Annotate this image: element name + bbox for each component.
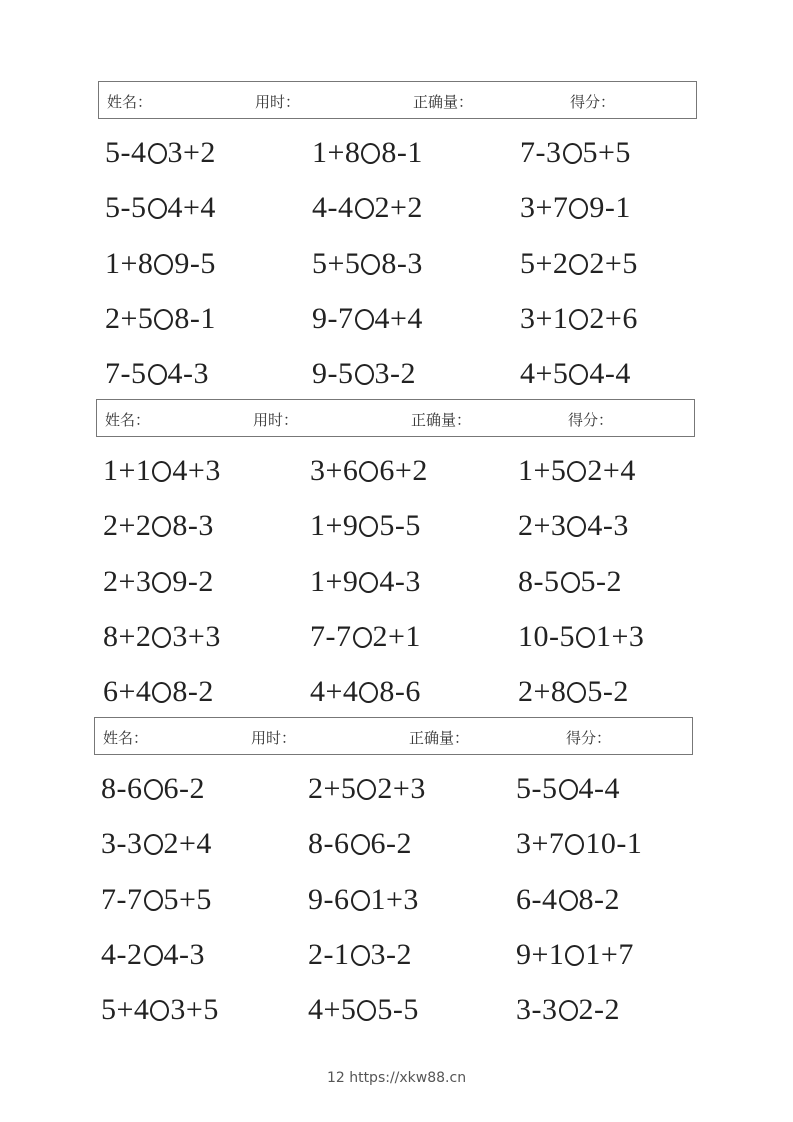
problem-row [96,451,696,491]
right-expression: 2+4 [587,454,636,487]
comparison-circle[interactable] [150,1000,169,1021]
left-expression: 3-3 [516,993,558,1027]
comparison-circle[interactable] [359,516,378,537]
right-expression: 2+6 [589,301,638,335]
right-expression: 5+5 [582,136,631,169]
right-expression: 6+2 [379,454,428,487]
comparison-circle[interactable] [144,834,163,855]
comparison-problem [101,769,205,809]
left-expression: 5+4 [101,993,150,1027]
comparison-problem [308,769,426,809]
left-expression: 2+8 [518,675,567,709]
comparison-circle[interactable] [351,834,370,855]
comparison-circle[interactable] [569,198,588,219]
left-expression: 4+4 [310,675,359,709]
comparison-problem [516,824,642,864]
info-header-box [98,81,697,119]
right-expression: 3+5 [170,993,219,1027]
left-expression: 1+1 [103,454,152,487]
comparison-problem [103,451,221,491]
left-expression: 6+4 [103,675,152,709]
comparison-problem [520,299,638,339]
right-expression: 5-2 [587,675,629,709]
left-expression: 8-5 [518,564,560,598]
left-expression: 4-4 [312,191,354,225]
left-expression: 4-2 [101,937,143,971]
problem-row [98,354,698,394]
right-expression: 5+5 [163,882,212,916]
problem-row [98,133,698,173]
comparison-circle[interactable] [152,627,171,648]
left-expression: 2-1 [308,937,350,971]
comparison-problem [312,299,423,339]
right-expression: 8-3 [381,246,423,280]
right-expression: 3-2 [370,937,412,971]
right-expression: 2+5 [589,246,638,280]
right-expression: 8-6 [379,675,421,709]
comparison-problem [312,133,423,173]
comparison-problem [518,672,629,712]
left-expression: 3+7 [520,191,569,225]
left-expression: 7-7 [101,882,143,916]
comparison-problem [312,244,423,284]
left-expression: 3+7 [516,827,565,861]
right-expression: 9-5 [174,246,216,280]
left-expression: 1+9 [310,564,359,598]
right-expression: 8-1 [381,136,423,169]
comparison-circle[interactable] [567,516,586,537]
right-expression: 2+2 [374,191,423,225]
left-expression: 1+9 [310,509,359,543]
left-expression: 4+5 [520,357,569,391]
problem-row [98,299,698,339]
comparison-problem [308,935,412,975]
comparison-circle[interactable] [144,890,163,911]
comparison-problem [518,562,622,602]
comparison-circle[interactable] [148,143,167,164]
comparison-circle[interactable] [576,627,595,648]
comparison-circle[interactable] [569,364,588,385]
page-footer: 12 https://xkw88.cn [326,1070,467,1086]
comparison-problem [310,617,421,657]
comparison-circle[interactable] [359,461,378,482]
comparison-circle[interactable] [569,309,588,330]
right-expression: 5-2 [580,564,622,598]
left-expression: 5-4 [105,136,147,169]
right-expression: 4+4 [167,191,216,225]
comparison-circle[interactable] [561,572,580,593]
left-expression: 2+5 [308,772,357,805]
left-expression: 6-4 [516,882,558,916]
left-expression: 9-6 [308,882,350,916]
comparison-circle[interactable] [355,198,374,219]
left-expression: 2+3 [103,564,152,598]
comparison-circle[interactable] [148,198,167,219]
right-expression: 1+3 [370,882,419,916]
problem-row [94,769,694,809]
label-score: 得分： [570,93,616,111]
comparison-circle[interactable] [144,945,163,966]
comparison-circle[interactable] [559,779,578,800]
info-header-box [96,399,695,437]
label-correct: 正确量： [411,411,472,429]
comparison-problem [516,880,620,920]
comparison-problem [516,935,634,975]
comparison-circle[interactable] [361,254,380,275]
comparison-circle[interactable] [152,516,171,537]
right-expression: 4+3 [172,454,221,487]
comparison-problem [103,672,214,712]
right-expression: 9-1 [589,191,631,225]
label-time: 用时： [255,93,301,111]
comparison-problem [105,244,216,284]
comparison-circle[interactable] [357,779,376,800]
comparison-circle[interactable] [559,1000,578,1021]
problem-row [96,562,696,602]
comparison-problem [105,133,216,173]
left-expression: 2+3 [518,509,567,543]
left-expression: 5-5 [516,772,558,805]
comparison-problem [103,506,214,546]
comparison-problem [516,769,620,809]
comparison-circle[interactable] [351,945,370,966]
right-expression: 8-3 [172,509,214,543]
right-expression: 8-2 [172,675,214,709]
comparison-problem [518,617,644,657]
comparison-circle[interactable] [355,309,374,330]
comparison-problem [520,244,638,284]
comparison-problem [310,672,421,712]
right-expression: 6-2 [370,827,412,861]
comparison-circle[interactable] [567,461,586,482]
comparison-circle[interactable] [559,890,578,911]
label-score: 得分： [568,411,614,429]
right-expression: 9-2 [172,564,214,598]
label-name: 姓名： [107,93,153,111]
comparison-circle[interactable] [359,572,378,593]
label-correct: 正确量： [413,93,474,111]
right-expression: 3-2 [374,357,416,391]
label-time: 用时： [251,729,297,747]
left-expression: 9+1 [516,937,565,971]
comparison-circle[interactable] [565,834,584,855]
left-expression: 9-5 [312,357,354,391]
comparison-problem [103,617,221,657]
comparison-problem [101,824,212,864]
right-expression: 4-3 [379,564,421,598]
comparison-problem [520,188,631,228]
left-expression: 3+1 [520,301,569,335]
problem-row [96,672,696,712]
right-expression: 2-2 [578,993,620,1027]
comparison-circle[interactable] [569,254,588,275]
problem-row [94,824,694,864]
left-expression: 3+6 [310,454,359,487]
comparison-circle[interactable] [359,682,378,703]
info-header-box [94,717,693,755]
comparison-problem [312,354,416,394]
right-expression: 4-3 [167,357,209,391]
left-expression: 8-6 [308,827,350,861]
right-expression: 5-5 [377,993,419,1027]
left-expression: 8+2 [103,619,152,653]
comparison-problem [308,824,412,864]
right-expression: 2+1 [372,619,421,653]
right-expression: 2+3 [377,772,426,805]
comparison-problem [101,880,212,920]
left-expression: 5-5 [105,191,147,225]
comparison-problem [308,990,419,1030]
label-name: 姓名： [103,729,149,747]
problem-row [98,244,698,284]
comparison-circle[interactable] [154,254,173,275]
problem-row [98,188,698,228]
right-expression: 8-1 [174,301,216,335]
comparison-circle[interactable] [353,627,372,648]
comparison-circle[interactable] [144,779,163,800]
comparison-problem [520,133,631,173]
comparison-circle[interactable] [357,1000,376,1021]
left-expression: 9-7 [312,301,354,335]
comparison-problem [520,354,631,394]
comparison-problem [310,451,428,491]
right-expression: 6-2 [163,772,205,805]
left-expression: 7-5 [105,357,147,391]
left-expression: 10-5 [518,619,575,653]
comparison-circle[interactable] [351,890,370,911]
left-expression: 2+2 [103,509,152,543]
left-expression: 1+8 [312,136,361,169]
comparison-problem [518,451,636,491]
label-name: 姓名： [105,411,151,429]
comparison-circle[interactable] [152,572,171,593]
problem-row [96,506,696,546]
label-score: 得分： [566,729,612,747]
right-expression: 2+4 [163,827,212,861]
comparison-problem [105,354,209,394]
right-expression: 4-4 [589,357,631,391]
problem-row [94,880,694,920]
left-expression: 2+5 [105,301,154,335]
problem-row [94,990,694,1030]
comparison-problem [308,880,419,920]
comparison-circle[interactable] [567,682,586,703]
comparison-circle[interactable] [152,461,171,482]
left-expression: 4+5 [308,993,357,1027]
left-expression: 5+2 [520,246,569,280]
comparison-problem [516,990,620,1030]
comparison-problem [103,562,214,602]
right-expression: 10-1 [585,827,643,861]
right-expression: 3+2 [167,136,216,169]
left-expression: 5+5 [312,246,361,280]
right-expression: 4-4 [578,772,620,805]
problem-row [96,617,696,657]
comparison-problem [310,562,421,602]
comparison-circle[interactable] [565,945,584,966]
right-expression: 1+7 [585,937,634,971]
left-expression: 7-3 [520,136,562,169]
right-expression: 1+3 [596,619,645,653]
label-time: 用时： [253,411,299,429]
right-expression: 8-2 [578,882,620,916]
left-expression: 7-7 [310,619,352,653]
left-expression: 3-3 [101,827,143,861]
comparison-circle[interactable] [563,143,582,164]
right-expression: 4-3 [587,509,629,543]
comparison-problem [518,506,629,546]
left-expression: 1+5 [518,454,567,487]
comparison-circle[interactable] [152,682,171,703]
left-expression: 8-6 [101,772,143,805]
right-expression: 3+3 [172,619,221,653]
comparison-circle[interactable] [355,364,374,385]
label-correct: 正确量： [409,729,470,747]
comparison-circle[interactable] [361,143,380,164]
comparison-problem [105,188,216,228]
comparison-problem [101,990,219,1030]
left-expression: 1+8 [105,246,154,280]
right-expression: 4+4 [374,301,423,335]
right-expression: 5-5 [379,509,421,543]
comparison-circle[interactable] [148,364,167,385]
comparison-problem [312,188,423,228]
comparison-problem [105,299,216,339]
comparison-problem [310,506,421,546]
right-expression: 4-3 [163,937,205,971]
problem-row [94,935,694,975]
comparison-problem [101,935,205,975]
comparison-circle[interactable] [154,309,173,330]
